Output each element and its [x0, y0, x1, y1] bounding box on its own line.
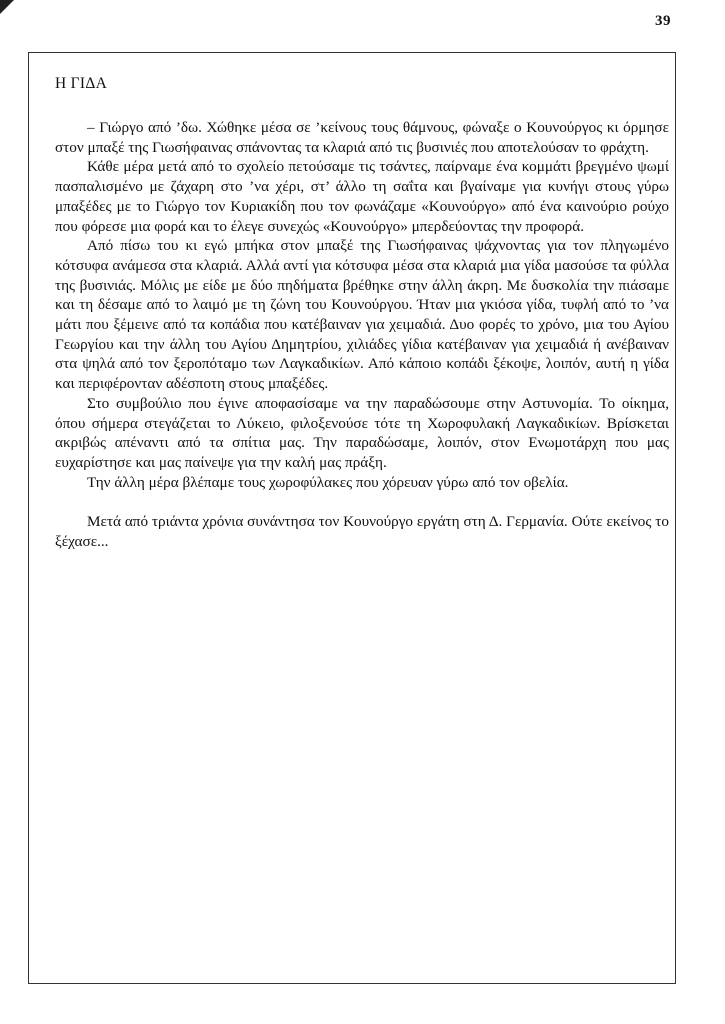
paragraph-daily-hunting: Κάθε μέρα μετά από το σχολείο πετούσαμε τις τσάντες, παίρναμε ένα κομμάτι βρεγμένο ψωμί πασπαλισμένο με ζάχαρη στο ’να χέρι, στ’ άλλο τη σαΐτα και βγαίναμε για κυνήγι στους γύρω μπαξέδες με το Γιώργο τον Κυριακίδη που τον φωνάζαμε «Κουνούργο» από ένα καινούριο ρούχο που φόρεσε μια φορά και το έλεγε συνεχώς «Κουνούργο» μπερδεύοντας την προφορά. [55, 158, 669, 235]
chapter-title: Η ΓΙΔΑ [55, 75, 108, 92]
story-body [55, 118, 669, 552]
paragraph-dialogue-opening: – Γιώργο από ’δω. Χώθηκε μέσα σε ’κείνους τους θάμνους, φώναξε ο Κουνούργος κι όρμησε στον μπαξέ της Γιωσήφαινας σπάνοντας τα κλαριά από τις βυσινιές που αποτελούσαν το φράχτη. [55, 119, 669, 156]
page-number: 39 [655, 13, 671, 29]
section-break [55, 492, 669, 512]
page-corner-mark [0, 0, 14, 14]
paragraph-epilogue: Μετά από τριάντα χρόνια συνάντησα τον Κουνούργο εργάτη στη Δ. Γερμανία. Ούτε εκείνος το ξέχασε... [55, 513, 669, 551]
paragraph-finding-goat: Από πίσω του κι εγώ μπήκα στον μπαξέ της Γιωσήφαινας ψάχνοντας για τον πληγωμένο κότσυφα ανάμεσα στα κλαριά. Αλλά αντί για κότσυφα μέσα στα κλαριά μια γίδα μασούσε τα φύλλα της βυσινιάς. Μόλις με είδε με δύο πηδήματα βρέθηκε στην άλλη άκρη. Με δυσκολία την πιάσαμε και τη δέσαμε από το λαιμό με τη ζώνη του Κουνούργου. Ήταν μια γκιόσα γίδα, τυφλή από το ’να μάτι που ξέμεινε από τα κοπάδια που κατέβαιναν για χειμαδιά. Δυο φορές το χρόνο, μια του Αγίου Γεωργίου και την άλλη του Αγίου Δημητρίου, χιλιάδες γίδια κατέβαιναν για χειμαδιά ή ανέβαιναν στα ψηλά από τον ξεροπόταμο των Λαγκαδικίων. Από κάποιο κοπάδι ξέκοψε, λοιπόν, αυτή η γίδα και περιφέρονταν αδέσποτη στους μπαξέδες. [55, 237, 669, 393]
paragraph-next-day: Την άλλη μέρα βλέπαμε τους χωροφύλακες που χόρευαν γύρω από τον οβελία. [87, 473, 569, 491]
paragraph-police-handover: Στο συμβούλιο που έγινε αποφασίσαμε να την παραδώσουμε στην Αστυνομία. Το οίκημα, όπου σήμερα στεγάζεται το Λύκειο, φιλοξενούσε τότε τη Χωροφυλακή Λαγκαδικίων. Βρίσκεται ακριβώς απέναντι από τα σπίτια μας. Την παραδώσαμε, λοιπόν, στον Ενωμοτάρχη που μας ευχαρίστησε και μας παίνεψε για την καλή μας πράξη. [55, 394, 669, 471]
